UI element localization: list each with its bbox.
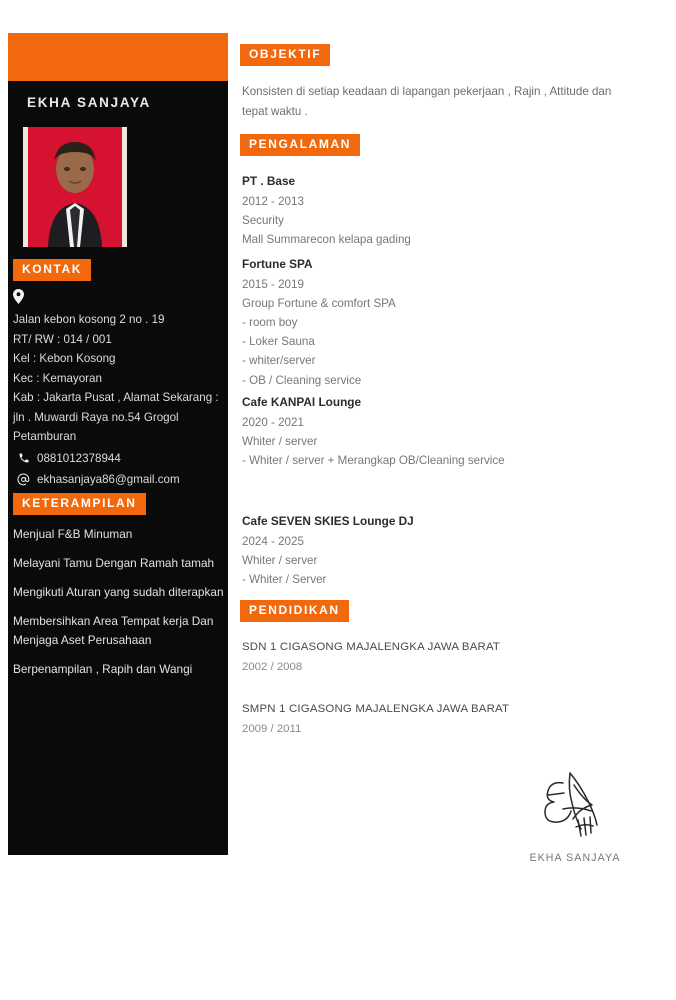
handwritten-signature-icon (530, 765, 620, 845)
job-detail: - OB / Cleaning service (242, 373, 362, 387)
address-line: Jalan kebon kosong 2 no . 19 (13, 313, 165, 326)
experience-entry (242, 255, 632, 390)
signature-name: EKHA SANJAYA (529, 852, 621, 864)
job-detail: Whiter / server (242, 434, 318, 448)
school-name: SMPN 1 CIGASONG MAJALENGKA JAWA BARAT (242, 703, 510, 715)
list-item: Melayani Tamu Dengan Ramah tamah (13, 556, 215, 570)
experience-entry (242, 393, 632, 470)
email-row[interactable] (13, 470, 225, 490)
job-detail: - Whiter / server + Merangkap OB/Cleaning service (242, 453, 505, 467)
list-item: Menjual F&B Minuman (13, 527, 133, 541)
school-years: 2002 / 2008 (242, 660, 303, 673)
job-title: Fortune SPA (242, 257, 313, 271)
profile-photo-illustration (28, 127, 122, 247)
experience-entry (242, 512, 632, 589)
job-detail: - room boy (242, 315, 298, 329)
address-line: RT/ RW : 014 / 001 (13, 332, 112, 346)
address-line: Petamburan (13, 430, 77, 443)
skills-list (13, 525, 228, 689)
list-item: Mengikuti Aturan yang sudah diterapkan (13, 585, 224, 599)
job-title: PT . Base (242, 174, 296, 188)
address-line: Kel : Kebon Kosong (13, 352, 116, 365)
kontak-section-badge: KONTAK (13, 259, 91, 281)
address-line: Kec : Kemayoran (13, 371, 102, 385)
signature-block (505, 765, 645, 864)
job-years: 2020 - 2021 (242, 415, 304, 429)
address-line: jln . Muwardi Raya no.54 Grogol (13, 410, 179, 424)
list-item: Berpenampilan , Rapih dan Wangi (13, 662, 193, 676)
education-entry (242, 700, 632, 739)
experience-entry (242, 172, 632, 249)
pengalaman-section-badge: PENGALAMAN (240, 134, 360, 156)
job-detail: - whiter/server (242, 354, 316, 368)
school-years: 2009 / 2011 (242, 722, 302, 735)
candidate-name: EKHA SANJAYA (27, 95, 151, 110)
job-years: 2024 - 2025 (242, 534, 304, 548)
email-address: ekhasanjaya86@gmail.com (37, 473, 180, 486)
job-detail: Mall Summarecon kelapa gading (242, 232, 411, 246)
phone-icon (17, 452, 30, 464)
objektif-text: Konsisten di setiap keadaan di lapangan pekerjaan , Rajin , Attitude dan tepat waktu . (242, 85, 612, 118)
phone-row[interactable] (13, 449, 225, 469)
education-entry (242, 638, 632, 677)
job-detail: - Loker Sauna (242, 335, 315, 349)
address-line: Kab : Jakarta Pusat , Alamat Sekarang : (13, 391, 219, 404)
job-detail: Security (242, 213, 284, 227)
map-pin-icon (13, 289, 225, 310)
job-years: 2015 - 2019 (242, 277, 304, 291)
job-title: Cafe SEVEN SKIES Lounge DJ (242, 514, 414, 528)
job-detail: Whiter / server (242, 553, 318, 567)
header-orange-banner (8, 33, 228, 81)
school-name: SDN 1 CIGASONG MAJALENGKA JAWA BARAT (242, 641, 501, 653)
job-detail: - Whiter / Server (242, 572, 327, 586)
list-item: Membersihkan Area Tempat kerja Dan Menjaga Aset Perusahaan (13, 614, 214, 647)
avatar (23, 127, 127, 247)
objektif-section-badge: OBJEKTIF (240, 44, 330, 66)
phone-number: 0881012378944 (37, 451, 121, 465)
job-years: 2012 - 2013 (242, 194, 304, 208)
contact-block (13, 289, 225, 490)
at-sign-icon (17, 473, 30, 486)
pendidikan-section-badge: PENDIDIKAN (240, 600, 349, 622)
keterampilan-section-badge: KETERAMPILAN (13, 493, 146, 515)
sidebar (8, 81, 228, 855)
job-title: Cafe KANPAI Lounge (242, 395, 362, 409)
job-detail: Group Fortune & comfort SPA (242, 296, 396, 310)
